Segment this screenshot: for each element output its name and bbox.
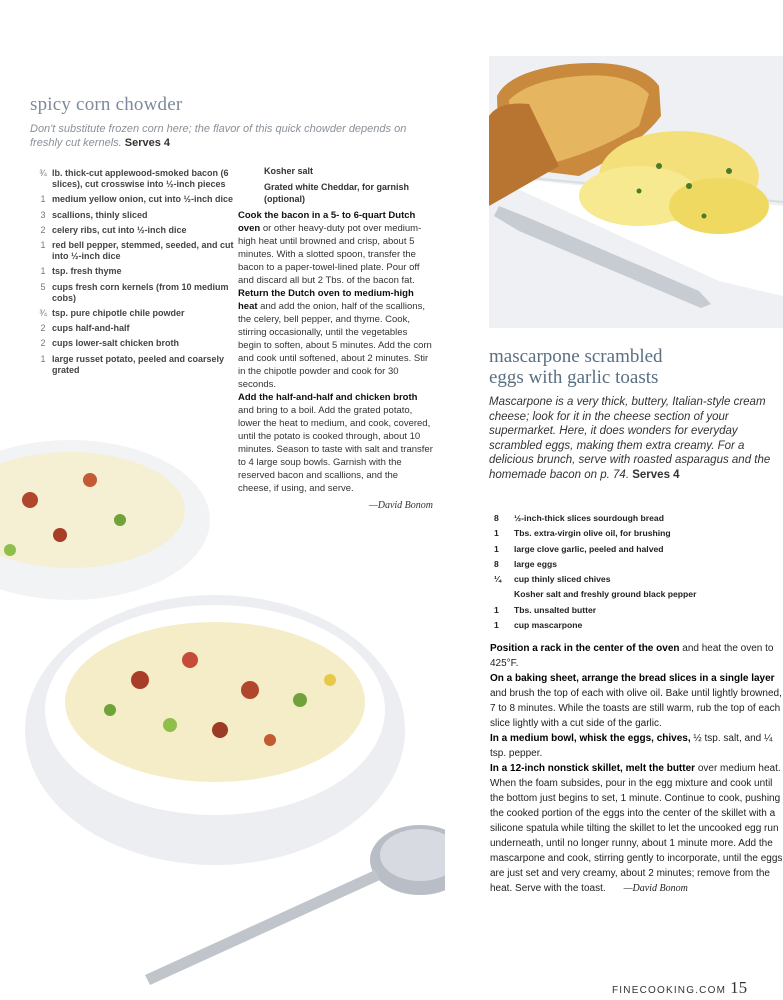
ingredient-item: 1 Tbs. extra-virgin olive oil, for brushing <box>494 528 671 539</box>
extra-ingredient: Kosher salt <box>264 166 314 176</box>
extra-ingredient: Grated white Cheddar, for garnish (optional) <box>264 182 410 204</box>
eggs-toast-photo <box>489 56 783 328</box>
byline: —David Bonom <box>623 883 688 894</box>
recipe-intro <box>489 395 779 483</box>
direction-step: On a baking sheet, arrange the bread slices in a single layer and brush the top of each with olive oil. Bake until lightly browned, 7 to 8 minutes. While the toasts are still warm, rub the top of each slice lightly with a cut side of the garlic. <box>490 673 782 729</box>
ingredient-item: Kosher salt and freshly ground black pepper <box>514 589 697 600</box>
site-name: FINECOOKING.COM <box>612 985 727 996</box>
ingredient-item: 2 cups lower-salt chicken broth <box>40 338 180 349</box>
title-line: mascarpone scrambled <box>489 346 663 367</box>
chowder-bowls-illustration <box>0 440 445 1000</box>
ingredient-item: 3 scallions, thinly sliced <box>40 209 148 220</box>
direction-step: In a 12-inch nonstick skillet, melt the butter over medium heat. When the foam subsides, pour in the egg mixture and cook until the bottom just begins to set, 1 minute. Continue to cook, pushing the cooked portion of the eggs into the center of the skillet with a silicone spatula while tilting the skillet to let the uncooked egg run underneath, until no longer runny, about 1 minute more. Add the mascarpone and cook, stirring gently to incorporate, until the eggs are just set and very creamy, about 2 minutes; remove from the heat. Serve with the toast. —David Bonom <box>490 763 783 894</box>
title-line: eggs with garlic toasts <box>489 367 659 388</box>
corn-chowder-photo <box>0 440 445 1000</box>
ingredient-item: 1 red bell pepper, stemmed, seeded, and cut into ½-inch dice <box>40 240 234 262</box>
recipe-title: spicy corn chowder <box>30 94 183 115</box>
ingredient-item: 1 tsp. fresh thyme <box>40 266 122 277</box>
byline: —David Bonom <box>368 500 433 511</box>
ingredient-list <box>494 513 783 635</box>
ingredient-item: ¾ lb. thick-cut applewood-smoked bacon (6 slices), cut crosswise into ½-inch pieces <box>39 168 229 190</box>
ingredient-item: 2 cups half-and-half <box>40 323 130 334</box>
ingredient-list <box>34 168 234 380</box>
ingredient-item: ¼ cup thinly sliced chives <box>494 574 611 585</box>
direction-step: Return the Dutch oven to medium-high heat and add the onion, half of the scallions, the celery, bell pepper, and thyme. Cook, stirring occasionally, until the vegetables begin to soften, about 5 minutes. Add the corn and cook until softened, about 2 minutes. Stir in the chipotle powder and cook for 30 seconds. <box>238 288 432 390</box>
ingredient-item: 2 celery ribs, cut into ½-inch dice <box>40 224 187 235</box>
page-footer <box>612 978 747 998</box>
ingredient-item: 1 Tbs. unsalted butter <box>494 604 597 615</box>
direction-step: In a medium bowl, whisk the eggs, chives, ½ tsp. salt, and ¼ tsp. pepper. <box>490 733 773 759</box>
ingredient-item: 8 large eggs <box>494 558 557 569</box>
serves-label: Serves 4 <box>124 137 171 149</box>
direction-step: Add the half-and-half and chicken broth and bring to a boil. Add the grated potato, lower the heat to medium, and cook, covered, until the potato is cooked through, about 10 minutes. Season to taste with salt and transfer to 4 large soup bowls. Garnish with the reserved bacon and scallions, and the cheese, if using, and serve. <box>238 392 433 494</box>
ingredient-item: 1 large russet potato, peeled and coarsely grated <box>40 353 225 375</box>
ingredient-item: 8 ½-inch-thick slices sourdough bread <box>494 513 664 523</box>
ingredient-item: 1 large clove garlic, peeled and halved <box>494 543 664 554</box>
ingredient-item: 1 medium yellow onion, cut into ½-inch dice <box>40 194 234 205</box>
ingredient-item: ¾ tsp. pure chipotle chile powder <box>39 308 185 319</box>
recipe-directions <box>490 641 783 896</box>
intro-text: Don't substitute frozen corn here; the flavor of this quick chowder depends on freshly cut kernels. <box>30 123 407 149</box>
recipe-directions <box>238 165 433 512</box>
ingredient-item: 1 cup mascarpone <box>494 620 583 631</box>
recipe-title <box>489 346 779 388</box>
direction-step: Position a rack in the center of the oven and heat the oven to 425°F. <box>490 643 774 669</box>
eggs-toast-illustration <box>489 56 783 328</box>
recipe-intro <box>30 122 410 150</box>
ingredient-item: 5 cups fresh corn kernels (from 10 medium cobs) <box>40 281 229 303</box>
intro-text: Mascarpone is a very thick, buttery, Italian-style cream cheese; look for it in the cheese section of your supermarket. Here, it does wonders for everyday scrambled eggs, making them extra creamy. For a delicious brunch, serve with roasted asparagus and the homemade bacon on p. 74. <box>489 396 771 481</box>
serves-label: Serves 4 <box>632 468 680 481</box>
direction-step: Cook the bacon in a 5- to 6-quart Dutch oven or other heavy-duty pot over medium-high heat until browned and crisp, about 5 minutes. With a slotted spoon, transfer the bacon to a paper-towel-lined plate. Pour off and discard all but 2 Tbs. of the bacon fat. <box>238 210 422 286</box>
page-number: 15 <box>730 978 748 997</box>
